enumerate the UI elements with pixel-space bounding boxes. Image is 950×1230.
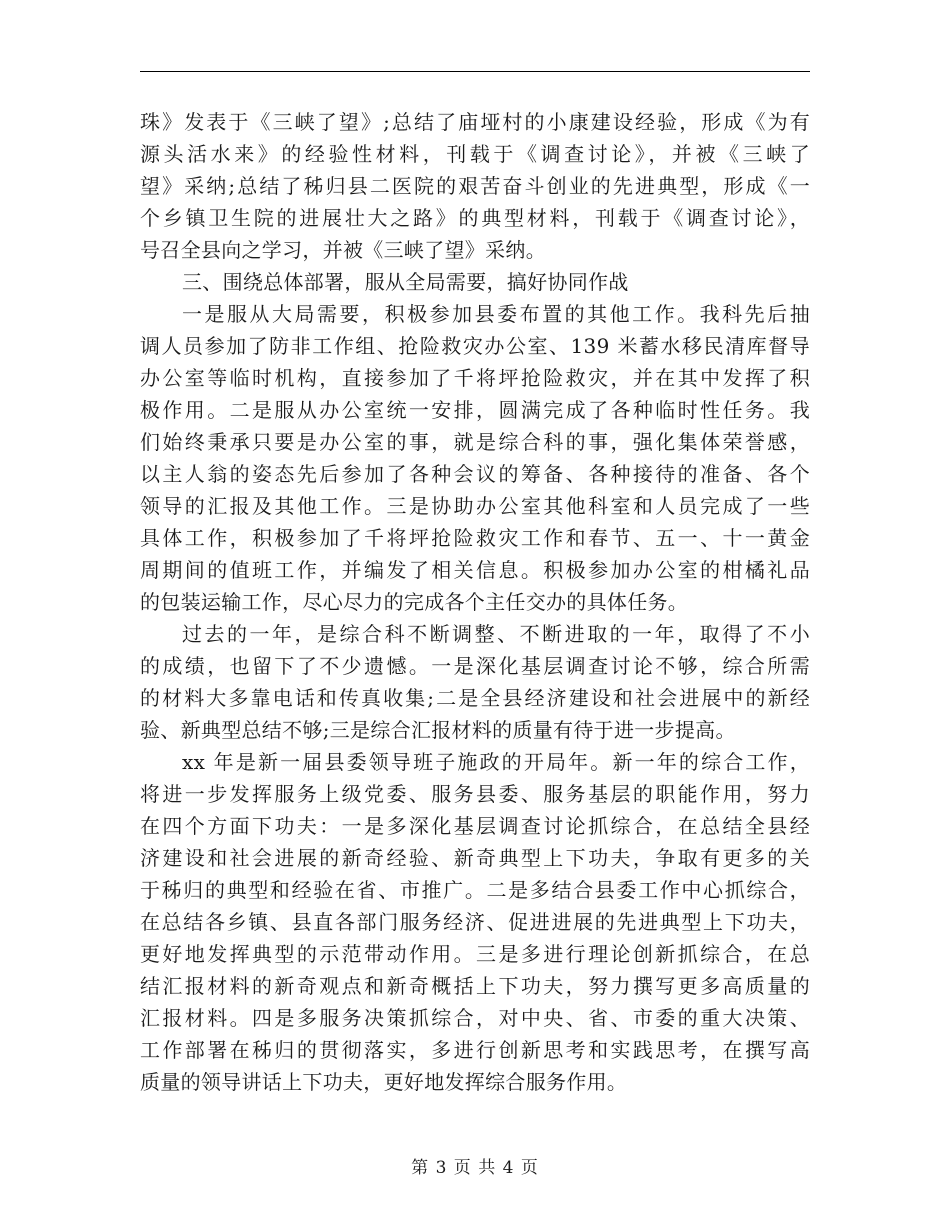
document-body — [140, 106, 810, 1098]
text-line: 过去的一年，是综合科不断调整、不断进取的一年，取得了不小 — [182, 622, 810, 646]
section-heading: 三、围绕总体部署，服从全局需要，搞好协同作战 — [182, 270, 629, 294]
text-line: 们始终秉承只要是办公室的事，就是综合科的事，强化集体荣誉感， — [140, 430, 810, 454]
text-line: 的成绩，也留下了不少遗憾。一是深化基层调查讨论不够，综合所需 — [140, 654, 810, 678]
text-line: 一是服从大局需要，积极参加县委布置的其他工作。我科先后抽 — [182, 302, 810, 326]
text-line: 质量的领导讲话上下功夫，更好地发挥综合服务作用。 — [140, 1070, 628, 1094]
text-line: 周期间的值班工作，并编发了相关信息。积极参加办公室的柑橘礼品 — [140, 558, 810, 582]
text-line: 将进一步发挥服务上级党委、服务县委、服务基层的职能作用，努力 — [140, 782, 810, 806]
text-line: 源头活水来》的经验性材料，刊载于《调查讨论》，并被《三峡了 — [140, 142, 810, 166]
text-line: 领导的汇报及其他工作。三是协助办公室其他科室和人员完成了一些 — [140, 494, 810, 518]
text-line: xx 年是新一届县委领导班子施政的开局年。新一年的综合工作， — [182, 750, 810, 774]
text-line: 调人员参加了防非工作组、抢险救灾办公室、139 米蓄水移民清库督导 — [140, 334, 810, 358]
text-line: 的包装运输工作，尽心尽力的完成各个主任交办的具体任务。 — [140, 590, 689, 614]
text-line: 号召全县向之学习，并被《三峡了望》采纳。 — [140, 238, 546, 262]
text-line: 于秭归的典型和经验在省、市推广。二是多结合县委工作中心抓综合， — [140, 878, 810, 902]
text-line: 望》采纳;总结了秭归县二医院的艰苦奋斗创业的先进典型，形成《一 — [140, 174, 810, 198]
text-line: 具体工作，积极参加了千将坪抢险救灾工作和春节、五一、十一黄金 — [140, 526, 810, 550]
text-line: 以主人翁的姿态先后参加了各种会议的筹备、各种接待的准备、各个 — [140, 462, 810, 486]
text-line: 在四个方面下功夫：一是多深化基层调查讨论抓综合，在总结全县经 — [140, 814, 810, 838]
text-line: 珠》发表于《三峡了望》;总结了庙垭村的小康建设经验，形成《为有 — [140, 110, 810, 134]
text-line: 济建设和社会进展的新奇经验、新奇典型上下功夫，争取有更多的关 — [140, 846, 810, 870]
text-line: 在总结各乡镇、县直各部门服务经济、促进进展的先进典型上下功夫， — [140, 910, 810, 934]
text-line: 更好地发挥典型的示范带动作用。三是多进行理论创新抓综合，在总 — [140, 942, 810, 966]
text-line: 个乡镇卫生院的进展壮大之路》的典型材料，刊载于《调查讨论》， — [140, 206, 810, 230]
header-rule — [140, 71, 810, 72]
text-line: 极作用。二是服从办公室统一安排，圆满完成了各种临时性任务。我 — [140, 398, 810, 422]
text-line: 办公室等临时机构，直接参加了千将坪抢险救灾，并在其中发挥了积 — [140, 366, 810, 390]
text-line: 工作部署在秭归的贯彻落实，多进行创新思考和实践思考，在撰写高 — [140, 1038, 810, 1062]
text-line: 结汇报材料的新奇观点和新奇概括上下功夫，努力撰写更多高质量的 — [140, 974, 810, 998]
text-line: 验、新典型总结不够;三是综合汇报材料的质量有待于进一步提高。 — [140, 718, 736, 742]
page-number-footer: 第 3 页 共 4 页 — [411, 1158, 539, 1178]
text-line: 汇报材料。四是多服务决策抓综合，对中央、省、市委的重大决策、 — [140, 1006, 810, 1030]
text-line: 的材料大多靠电话和传真收集;二是全县经济建设和社会进展中的新经 — [140, 686, 810, 710]
